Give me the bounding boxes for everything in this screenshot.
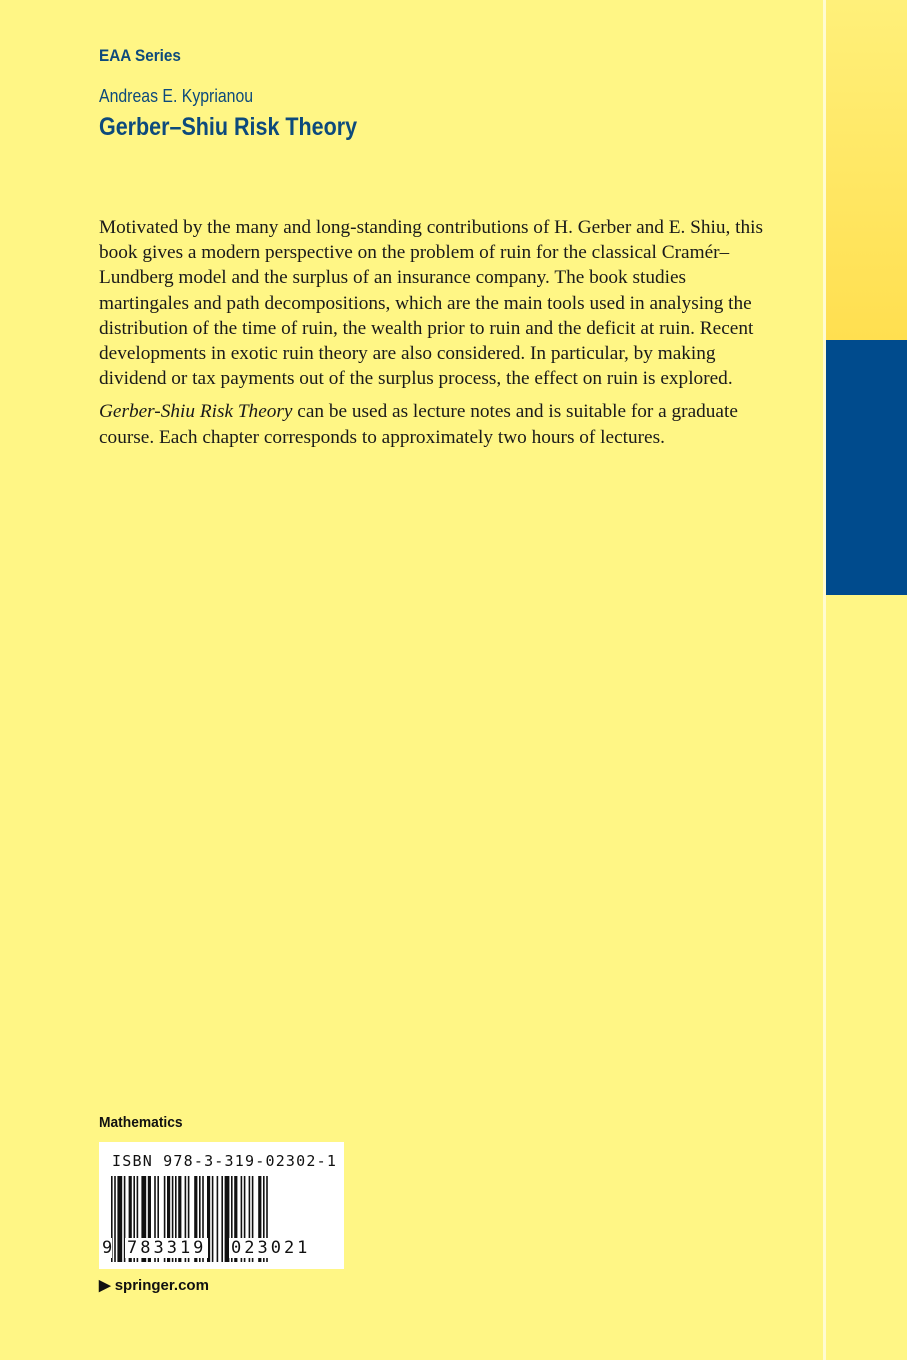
spine-yellow-band bbox=[826, 0, 907, 340]
barcode-bar bbox=[217, 1176, 219, 1262]
blurb-paragraph: Motivated by the many and long-standing contributions of H. Gerber and E. Shiu, this book gives a modern perspective on the problem of ruin for the classical Cramér–Lundberg model and the surplus of an insurance company. The book studies martingales and path decompositions, which are the main tools used in analysing the distribution of the time of ruin, the wealth prior to ruin and the deficit at ruin. Recent developments in exotic ruin theory are also considered. In particular, by making dividend or tax payments out of the surplus process, the effect on ruin is explored. bbox=[99, 217, 764, 390]
author-name: Andreas E. Kyprianou bbox=[99, 86, 254, 106]
barcode-box bbox=[99, 1142, 344, 1269]
spine-blue-band bbox=[826, 340, 907, 595]
blurb bbox=[99, 215, 779, 458]
isbn-text: ISBN 978-3-319-02302-1 bbox=[112, 1152, 338, 1170]
barcode-bar bbox=[221, 1176, 223, 1262]
barcode-bar bbox=[117, 1176, 122, 1262]
play-arrow-icon: ▶ bbox=[99, 1277, 111, 1294]
book-title: Gerber–Shiu Risk Theory bbox=[99, 113, 358, 141]
barcode-bar bbox=[212, 1176, 214, 1262]
blurb-paragraph-2 bbox=[99, 399, 779, 449]
subject-label: Mathematics bbox=[99, 1114, 183, 1131]
barcode-digits-left: 783319 bbox=[127, 1238, 207, 1258]
italic-title: Gerber-Shiu Risk Theory bbox=[99, 401, 293, 423]
blurb-paragraph-2-text: can be used as lecture notes and is suitable for a graduate course. Each chapter corresponds to approximately two hours of lectures. bbox=[99, 401, 738, 448]
website-link[interactable] bbox=[99, 1276, 209, 1294]
barcode-bar bbox=[114, 1176, 116, 1262]
barcode-digit-lead: 9 bbox=[102, 1238, 113, 1258]
website-text: springer.com bbox=[114, 1277, 209, 1294]
series-name: EAA Series bbox=[99, 46, 181, 65]
barcode-digits-right: 023021 bbox=[231, 1238, 311, 1258]
